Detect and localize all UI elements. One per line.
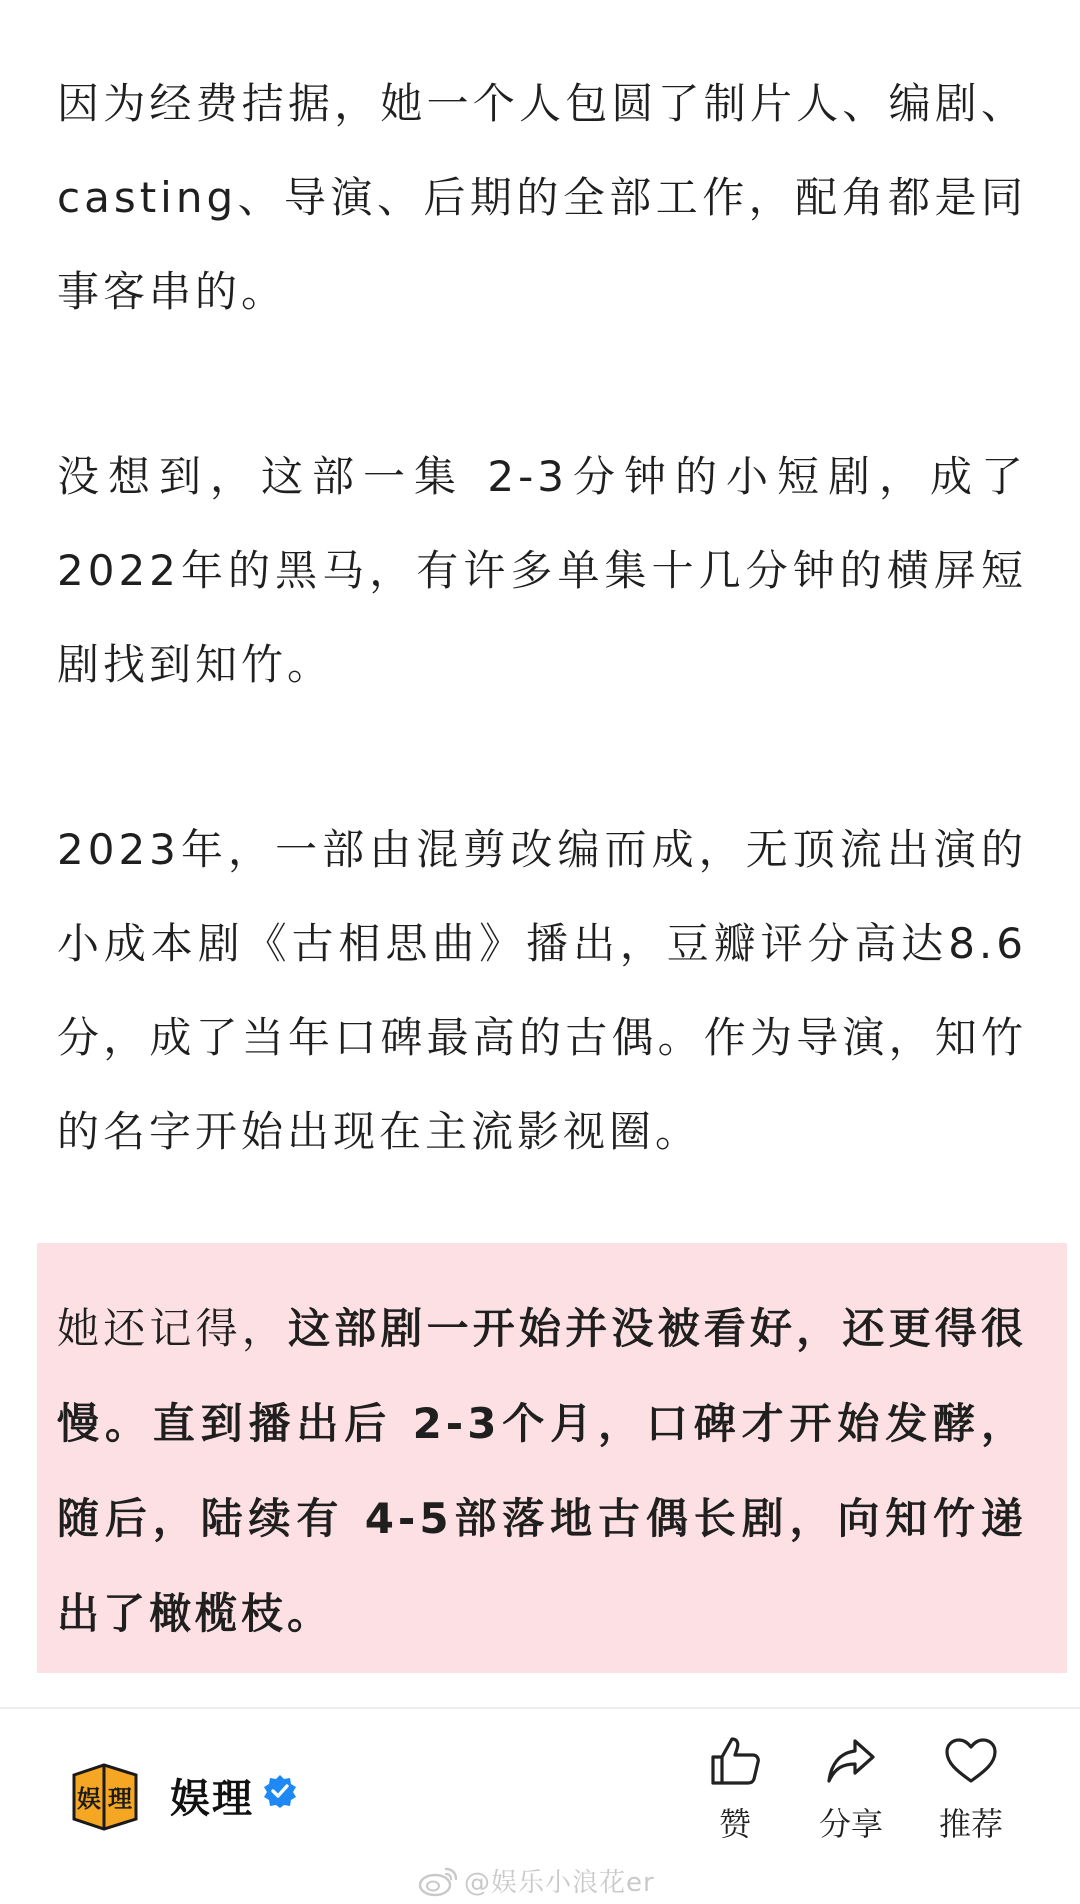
highlight-block [37, 1243, 1067, 1673]
verified-badge-icon [262, 1773, 298, 1809]
account-logo-icon[interactable] [70, 1761, 140, 1831]
article-paragraph: 没想到，这部一集 2-3分钟的小短剧，成了2022年的黑马，有许多单集十几分钟的横屏短剧找到知竹。 [57, 452, 1027, 689]
account-name[interactable]: 娱理 [170, 1776, 254, 1822]
share-label: 分享 [818, 1805, 883, 1843]
share-button[interactable] [796, 1733, 906, 1845]
like-button[interactable] [680, 1733, 790, 1845]
article-paragraph: 因为经费拮据，她一个人包圆了制片人、编剧、casting、导演、后期的全部工作，配角都是同事客串的。 [57, 79, 1027, 316]
logo-char-2: 理 [108, 1785, 132, 1813]
logo-char-1: 娱 [77, 1785, 101, 1813]
highlight-paragraph [57, 1281, 1027, 1661]
watermark-text: @娱乐小浪花er [464, 1868, 655, 1898]
like-label: 赞 [718, 1805, 751, 1843]
weibo-logo-icon [418, 1865, 458, 1897]
recommend-label: 推荐 [938, 1805, 1003, 1843]
article-paragraph: 2023年，一部由混剪改编而成，无顶流出演的小成本剧《古相思曲》播出，豆瓣评分高达8.6分，成了当年口碑最高的古偶。作为导演，知竹的名字开始出现在主流影视圈。 [57, 825, 1027, 1156]
watermark [418, 1862, 655, 1899]
highlight-bold-text: 这部剧一开始并没被看好，还更得很慢。直到播出后 2-3个月，口碑才开始发酵，随后，陆续有 4-5部落地古偶长剧，向知竹递出了橄榄枝。 [57, 1304, 1027, 1638]
share-arrow-icon [823, 1733, 879, 1789]
highlight-lead-text: 她还记得， [57, 1304, 288, 1353]
thumbs-up-icon [707, 1733, 763, 1789]
heart-icon [943, 1733, 999, 1789]
recommend-button[interactable] [916, 1733, 1026, 1845]
